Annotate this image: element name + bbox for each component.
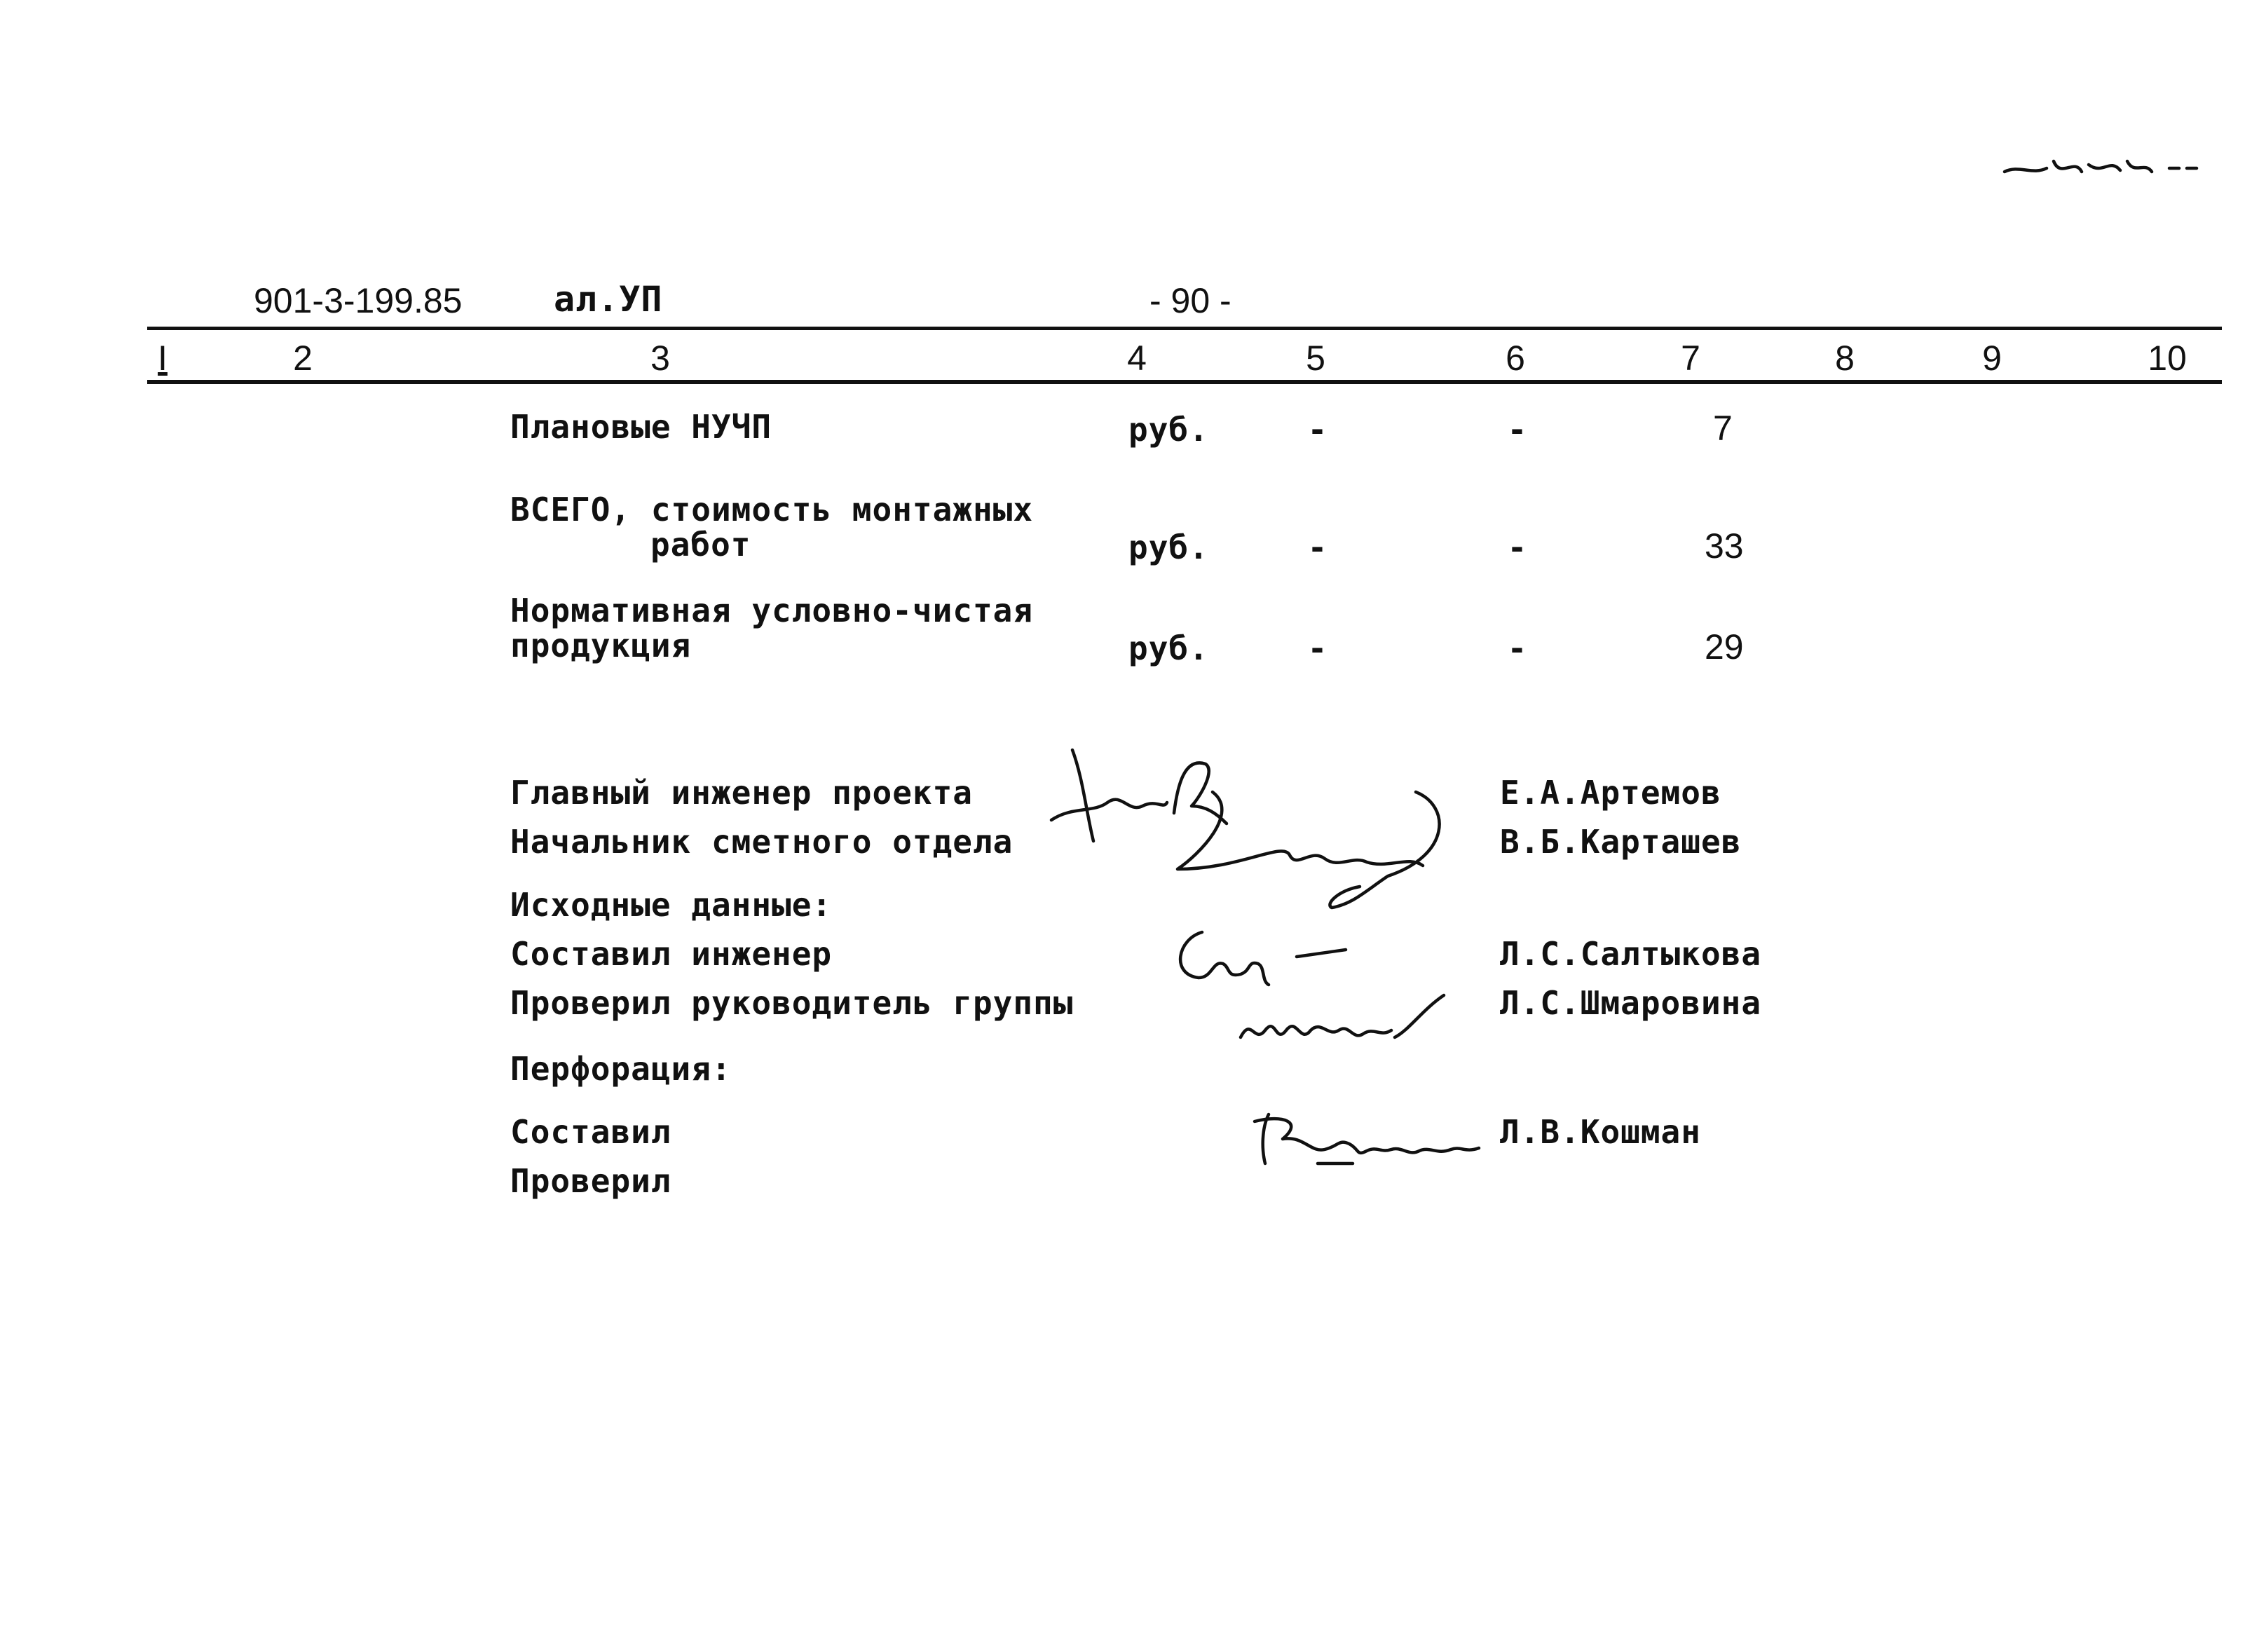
compiled-name: Л.В.Кошман [1500, 1113, 1701, 1151]
row-unit: руб. [1128, 528, 1209, 566]
document-code: 901-3-199.85 [254, 281, 463, 320]
column-header-6: 6 [1506, 339, 1525, 378]
compiled-engineer-title: Составил инженер [510, 935, 833, 973]
column-header-5: 5 [1306, 339, 1325, 378]
chief-engineer-title: Главный инженер проекта [510, 774, 973, 812]
checked-group-lead-signature [1234, 988, 1458, 1061]
row-col7: 29 [1705, 627, 1744, 667]
row-name-line2: работ [650, 526, 751, 564]
estimate-head-signature [1156, 771, 1465, 914]
row-col7: 33 [1705, 526, 1744, 566]
row-col5: - [1307, 528, 1328, 566]
row-unit: руб. [1128, 629, 1209, 667]
source-data-heading: Исходные данные: [510, 886, 833, 924]
row-col7: 7 [1713, 409, 1733, 448]
corner-archive-mark [1998, 144, 2208, 186]
compiled-engineer-name: Л.С.Салтыкова [1500, 935, 1762, 973]
perforation-heading: Перфорация: [510, 1050, 732, 1088]
column-header-7: 7 [1681, 339, 1700, 378]
chief-engineer-name: Е.А.Артемов [1500, 774, 1721, 812]
checked-title: Проверил [510, 1162, 671, 1200]
row-col5: - [1307, 411, 1328, 449]
table-header-bottom-rule [147, 380, 2222, 384]
column-header-4: 4 [1127, 339, 1147, 378]
estimate-head-name: В.Б.Карташев [1500, 823, 1742, 861]
album-label: ал.УП [554, 279, 663, 320]
column-header-3: 3 [650, 339, 670, 378]
column-header-1: I [158, 339, 168, 378]
row-col5: - [1307, 629, 1328, 667]
compiled-engineer-signature [1163, 918, 1374, 991]
estimate-head-title: Начальник сметного отдела [510, 823, 1014, 861]
column-header-9: 9 [1982, 339, 2002, 378]
row-unit: руб. [1128, 411, 1209, 449]
checked-group-lead-name: Л.С.Шмаровина [1500, 984, 1762, 1022]
row-col6: - [1507, 629, 1528, 667]
compiled-title: Составил [510, 1113, 671, 1151]
checked-group-lead-title: Проверил руководитель группы [510, 984, 1074, 1022]
row-name-line1: ВСЕГО, стоимость монтажных [510, 491, 1034, 528]
column-header-10: 10 [2148, 339, 2187, 378]
column-header-2: 2 [293, 339, 313, 378]
row-col6: - [1507, 411, 1528, 449]
page-number: - 90 - [1149, 281, 1231, 320]
row-name-line2: продукция [510, 627, 692, 664]
row-col6: - [1507, 528, 1528, 566]
column-header-8: 8 [1835, 339, 1855, 378]
compiled-signature [1241, 1100, 1493, 1173]
row-name-line1: Нормативная условно-чистая [510, 592, 1034, 629]
table-top-rule [147, 327, 2222, 330]
row-name: Плановые НУЧП [510, 408, 772, 446]
